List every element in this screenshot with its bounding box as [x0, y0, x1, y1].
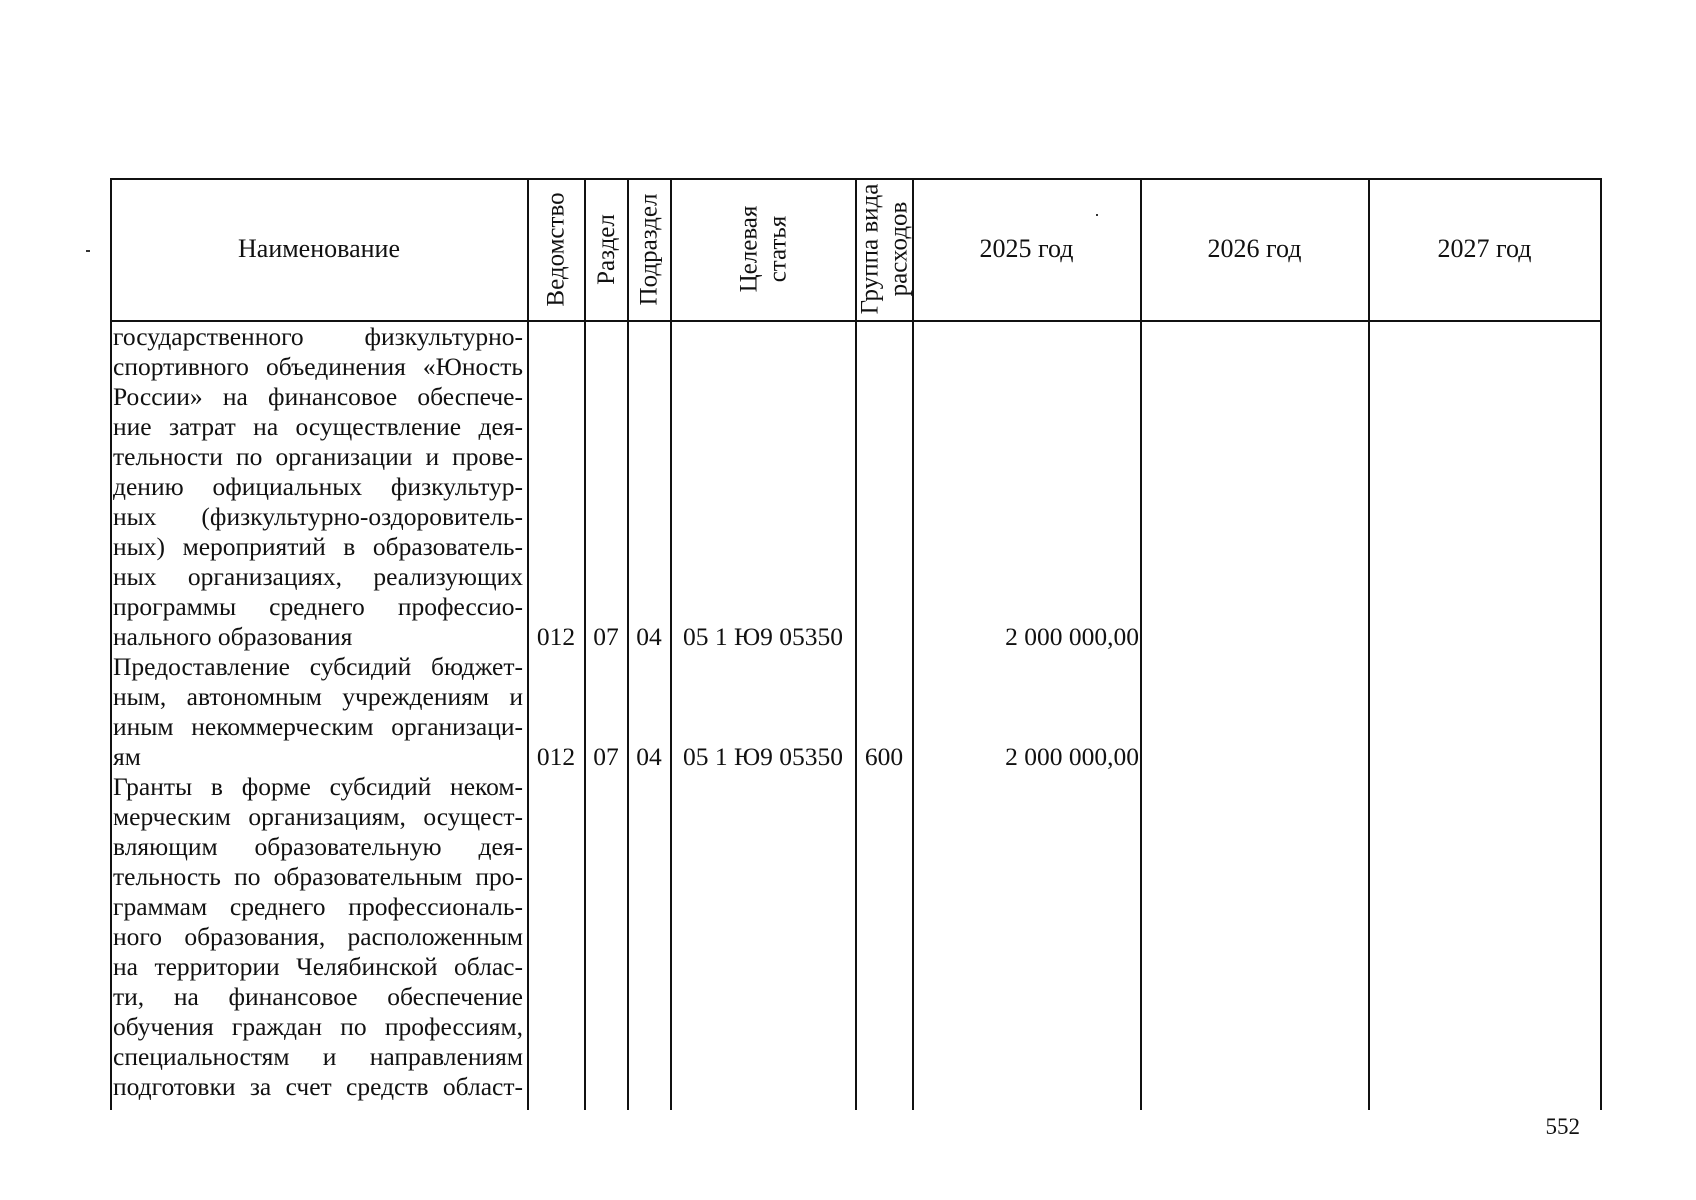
header-2025: [913, 178, 1140, 320]
row-name-line: программы среднего профессио-: [113, 592, 523, 621]
row-name-line: подготовки за счет средств област-: [113, 1072, 523, 1101]
row-name-line: граммам среднего профессиональ-: [113, 892, 523, 921]
col-border: [1600, 178, 1602, 1110]
scan-speck: [86, 250, 90, 252]
row-name-line: России» на финансовое обеспече-: [113, 382, 523, 411]
header-vedomstvo: [528, 178, 584, 320]
row-name-line: ных организациях, реализующих: [113, 562, 523, 591]
row-name-line: ние затрат на осуществление дея-: [113, 412, 523, 441]
header-podrazdel-label: Подраздел: [635, 193, 663, 305]
cell-vedomstvo: 012: [536, 742, 576, 771]
row-name-line: ям: [113, 742, 141, 771]
cell-razdel: 07: [593, 742, 619, 771]
cell-group: 600: [864, 742, 904, 771]
row-name-line: мерческим организациям, осущест-: [113, 802, 523, 831]
header-group-label: [855, 184, 913, 315]
row-name-line: Предоставление субсидий бюджет-: [113, 652, 523, 681]
row-name-line: тельность по образовательным про-: [113, 862, 523, 891]
row-name-line: иным некоммерческим организаци-: [113, 712, 523, 741]
scan-speck: [1096, 214, 1098, 216]
cell-vedomstvo: 012: [536, 622, 576, 651]
header-target-label: [734, 206, 792, 293]
header-target-line2: статья: [763, 215, 791, 283]
row-name-line: спортивного объединения «Юность: [113, 352, 523, 381]
cell-target: 05 1 Ю9 05350: [682, 622, 844, 651]
row-name-line: нального образования: [113, 622, 353, 651]
row-name-line: ных) мероприятий в образователь-: [113, 532, 523, 561]
row-name-line: обучения граждан по профессиям,: [113, 1012, 523, 1041]
header-podrazdel: [628, 178, 670, 320]
header-2027: [1369, 178, 1600, 320]
header-2027-label: 2027 год: [1437, 234, 1532, 263]
row-name-line: дению официальных физкультур-: [113, 472, 523, 501]
page-number: 552: [1545, 1114, 1580, 1139]
row-name-line: ных (физкультурно-оздоровитель-: [113, 502, 523, 531]
header-target: [671, 178, 855, 320]
header-group-line2: расходов: [885, 201, 912, 297]
header-2026: [1141, 178, 1368, 320]
header-name-label: Наименование: [238, 234, 400, 263]
row-name-line: ного образования, расположенным: [113, 922, 523, 951]
cell-podrazdel: 04: [636, 742, 662, 771]
header-group-line1: Группа вида: [856, 183, 883, 315]
row-name-line: на территории Челябинской облас-: [113, 952, 523, 981]
cell-target: 05 1 Ю9 05350: [682, 742, 844, 771]
header-razdel-label: Раздел: [592, 213, 620, 285]
row-name-line: Гранты в форме субсидий неком-: [113, 772, 523, 801]
cell-2025: 2 000 000,00: [1005, 742, 1139, 771]
header-vedomstvo-label: Ведомство: [542, 191, 570, 307]
header-group: [856, 178, 912, 320]
header-name: [111, 178, 527, 320]
header-target-line1: Целевая: [734, 205, 762, 293]
header-2025-label: 2025 год: [979, 234, 1074, 263]
row-name-line: ти, на финансовое обеспечение: [113, 982, 523, 1011]
row-name-line: тельности по организации и прове-: [113, 442, 523, 471]
cell-razdel: 07: [593, 622, 619, 651]
header-razdel: [585, 178, 627, 320]
row-name-line: государственного физкультурно-: [113, 322, 523, 351]
header-2026-label: 2026 год: [1207, 234, 1302, 263]
row-name-line: вляющим образовательную дея-: [113, 832, 523, 861]
row-name-line: ным, автономным учреждениям и: [113, 682, 523, 711]
cell-2025: 2 000 000,00: [1005, 622, 1139, 651]
cell-podrazdel: 04: [636, 622, 662, 651]
row-name-line: специальностям и направлениям: [113, 1042, 523, 1071]
